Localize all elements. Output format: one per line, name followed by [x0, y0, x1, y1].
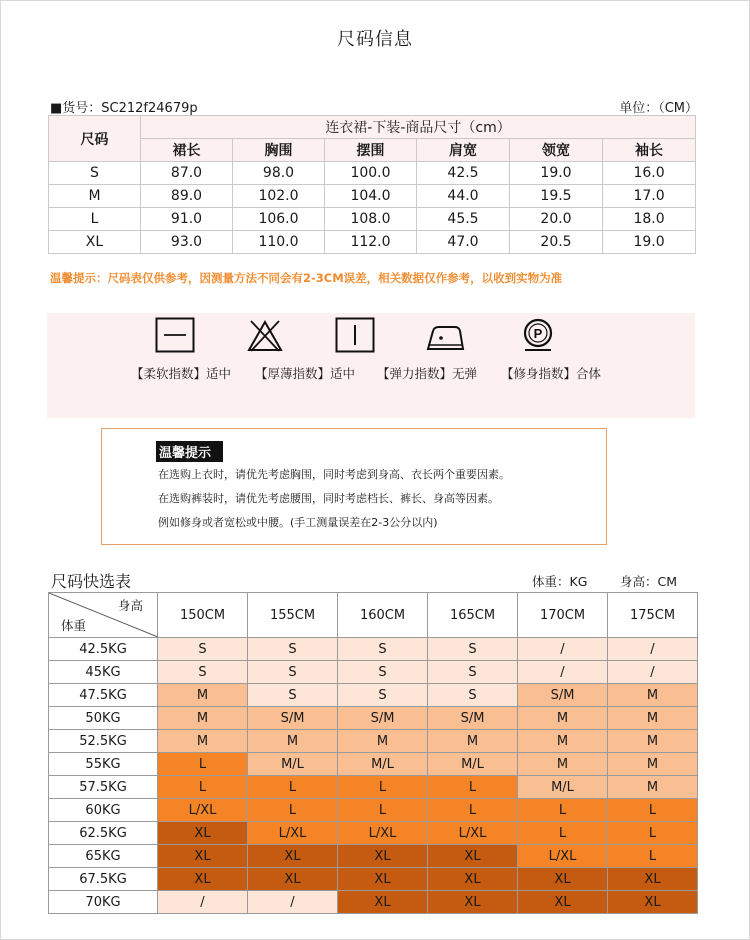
- size-cell: S: [428, 638, 518, 661]
- softness-icon: [155, 317, 195, 353]
- size-value: 20.0: [510, 208, 603, 231]
- table-row: [49, 753, 698, 776]
- size-cell: M: [158, 730, 248, 753]
- size-cell: /: [608, 661, 698, 684]
- table-row: [49, 799, 698, 822]
- size-cell: L: [428, 776, 518, 799]
- weight-label: 62.5KG: [49, 822, 158, 845]
- size-cell: XL: [158, 822, 248, 845]
- size-value: 18.0: [603, 208, 696, 231]
- size-value: 19.0: [510, 162, 603, 185]
- size-cell: L/XL: [338, 822, 428, 845]
- product-number: ■货号：SC212f24679p: [50, 101, 198, 116]
- size-cell: S: [248, 684, 338, 707]
- table-row: [49, 891, 698, 914]
- size-cell: XL: [608, 868, 698, 891]
- size-cell: /: [248, 891, 338, 914]
- size-value: 104.0: [325, 185, 417, 208]
- tip-title: 温馨提示: [156, 441, 223, 462]
- size-cell: XL: [338, 891, 428, 914]
- height-header: 165CM: [428, 593, 518, 638]
- height-header: 160CM: [338, 593, 428, 638]
- weight-label: 70KG: [49, 891, 158, 914]
- size-header: 裙长: [141, 139, 233, 162]
- size-value: 112.0: [325, 231, 417, 254]
- size-value: 108.0: [325, 208, 417, 231]
- size-cell: L/XL: [518, 845, 608, 868]
- size-value: 45.5: [417, 208, 510, 231]
- warm-note: 温馨提示：尺码表仅供参考，因测量方法不同会有2-3CM误差，相关数据仅作参考，以收到实物为准: [50, 271, 563, 285]
- size-category: 连衣裙-下装-商品尺寸（cm）: [141, 116, 696, 139]
- size-header: 胸围: [233, 139, 325, 162]
- unit-label: 单位：（CM）: [619, 101, 698, 116]
- size-cell: XL: [248, 845, 338, 868]
- size-cell: L: [428, 799, 518, 822]
- size-cell: XL: [608, 891, 698, 914]
- height-unit: 身高：CM: [620, 574, 678, 589]
- size-value: 20.5: [510, 231, 603, 254]
- size-cell: S/M: [248, 707, 338, 730]
- size-cell: M: [608, 730, 698, 753]
- size-value: 100.0: [325, 162, 417, 185]
- size-cell: XL: [338, 868, 428, 891]
- corner-height: 身高: [117, 598, 143, 613]
- size-cell: L: [518, 799, 608, 822]
- size-cell: M: [428, 730, 518, 753]
- size-cell: XL: [428, 891, 518, 914]
- size-cell: L/XL: [248, 822, 338, 845]
- table-row: [49, 231, 696, 254]
- size-value: 87.0: [141, 162, 233, 185]
- size-cell: M: [248, 730, 338, 753]
- size-cell: XL: [248, 868, 338, 891]
- table-row: [49, 208, 696, 231]
- size-cell: XL: [518, 891, 608, 914]
- size-cell: M: [158, 707, 248, 730]
- weight-label: 57.5KG: [49, 776, 158, 799]
- size-label: XL: [49, 231, 141, 254]
- size-value: 98.0: [233, 162, 325, 185]
- table-row: [49, 661, 698, 684]
- size-value: 19.0: [603, 231, 696, 254]
- size-cell: L: [518, 822, 608, 845]
- size-cell: S: [428, 684, 518, 707]
- table-row: [49, 707, 698, 730]
- tip-line: 在选购裤装时，请优先考虑腰围，同时考虑档长、裤长、身高等因素。: [158, 492, 499, 505]
- size-cell: XL: [158, 845, 248, 868]
- height-header: 155CM: [248, 593, 338, 638]
- tip-line: 在选购上衣时，请优先考虑胸围，同时考虑到身高、衣长两个重要因素。: [158, 468, 510, 481]
- size-cell: L: [158, 753, 248, 776]
- size-cell: S: [338, 684, 428, 707]
- size-value: 47.0: [417, 231, 510, 254]
- fit-label: 【修身指数】合体: [501, 366, 602, 381]
- weight-unit: 体重：KG: [532, 574, 588, 589]
- size-value: 91.0: [141, 208, 233, 231]
- table-row: [49, 776, 698, 799]
- weight-label: 45KG: [49, 661, 158, 684]
- size-cell: M: [338, 730, 428, 753]
- size-value: 110.0: [233, 231, 325, 254]
- size-cell: L: [248, 776, 338, 799]
- size-cell: XL: [428, 845, 518, 868]
- size-cell: L/XL: [158, 799, 248, 822]
- weight-label: 60KG: [49, 799, 158, 822]
- size-label: S: [49, 162, 141, 185]
- table-row: [49, 162, 696, 185]
- table-row: [49, 638, 698, 661]
- size-cell: M: [608, 753, 698, 776]
- weight-label: 47.5KG: [49, 684, 158, 707]
- size-cell: M: [608, 684, 698, 707]
- size-cell: L: [338, 776, 428, 799]
- weight-label: 67.5KG: [49, 868, 158, 891]
- table-row: [49, 868, 698, 891]
- thickness-label: 【厚薄指数】适中: [255, 366, 356, 381]
- size-label: L: [49, 208, 141, 231]
- size-cell: M: [518, 730, 608, 753]
- size-header: 领宽: [510, 139, 603, 162]
- size-cell: /: [608, 638, 698, 661]
- size-cell: /: [158, 891, 248, 914]
- softness-label: 【柔软指数】适中: [131, 366, 232, 381]
- table-row: [49, 684, 698, 707]
- svg-text:P: P: [533, 326, 543, 341]
- size-cell: /: [518, 661, 608, 684]
- size-cell: XL: [338, 845, 428, 868]
- size-cell: L: [158, 776, 248, 799]
- table-row: [49, 185, 696, 208]
- weight-label: 52.5KG: [49, 730, 158, 753]
- size-header: 袖长: [603, 139, 696, 162]
- quick-title: 尺码快选表: [51, 572, 132, 591]
- size-cell: M: [518, 707, 608, 730]
- size-cell: M: [608, 776, 698, 799]
- fit-icon: [425, 317, 465, 353]
- size-value: 89.0: [141, 185, 233, 208]
- size-cell: M: [518, 753, 608, 776]
- size-header: 肩宽: [417, 139, 510, 162]
- corner-cell: [49, 593, 158, 638]
- height-header: 170CM: [518, 593, 608, 638]
- size-table: [48, 115, 696, 254]
- weight-label: 55KG: [49, 753, 158, 776]
- corner-weight: 体重: [61, 618, 87, 633]
- page-title: 尺码信息: [337, 29, 413, 50]
- size-cell: S: [248, 661, 338, 684]
- size-cell: L: [608, 822, 698, 845]
- size-value: 17.0: [603, 185, 696, 208]
- size-cell: M: [158, 684, 248, 707]
- size-value: 106.0: [233, 208, 325, 231]
- size-cell: M/L: [248, 753, 338, 776]
- size-cell: S: [428, 661, 518, 684]
- table-row: [49, 822, 698, 845]
- size-cell: S: [158, 661, 248, 684]
- size-value: 16.0: [603, 162, 696, 185]
- dry-clean-icon: [518, 317, 558, 353]
- size-cell: S: [158, 638, 248, 661]
- size-value: 102.0: [233, 185, 325, 208]
- size-cell: S/M: [518, 684, 608, 707]
- size-cell: S/M: [338, 707, 428, 730]
- size-cell: M: [608, 707, 698, 730]
- size-value: 44.0: [417, 185, 510, 208]
- size-cell: S/M: [428, 707, 518, 730]
- weight-label: 65KG: [49, 845, 158, 868]
- thickness-icon: [245, 317, 285, 353]
- size-value: 93.0: [141, 231, 233, 254]
- size-cell: M/L: [428, 753, 518, 776]
- size-cell: L: [608, 799, 698, 822]
- size-cell: S: [248, 638, 338, 661]
- size-header: 摆围: [325, 139, 417, 162]
- weight-label: 50KG: [49, 707, 158, 730]
- size-value: 19.5: [510, 185, 603, 208]
- size-cell: XL: [518, 868, 608, 891]
- quick-size-table: [48, 592, 698, 914]
- size-label: M: [49, 185, 141, 208]
- size-value: 42.5: [417, 162, 510, 185]
- tip-line: 例如修身或者宽松或中腰。(手工测量误差在2-3公分以内): [158, 516, 438, 529]
- size-cell: L: [608, 845, 698, 868]
- size-cell: L: [338, 799, 428, 822]
- size-cell: XL: [428, 868, 518, 891]
- elasticity-label: 【弹力指数】无弹: [377, 366, 478, 381]
- table-row: [49, 730, 698, 753]
- height-header: 175CM: [608, 593, 698, 638]
- weight-label: 42.5KG: [49, 638, 158, 661]
- size-cell: S: [338, 661, 428, 684]
- height-header: 150CM: [158, 593, 248, 638]
- size-cell: /: [518, 638, 608, 661]
- size-cell: XL: [158, 868, 248, 891]
- size-cell: S: [338, 638, 428, 661]
- size-corner: 尺码: [49, 116, 141, 162]
- elasticity-icon: [335, 317, 375, 353]
- size-cell: M/L: [518, 776, 608, 799]
- size-cell: L/XL: [428, 822, 518, 845]
- size-cell: M/L: [338, 753, 428, 776]
- size-cell: L: [248, 799, 338, 822]
- table-row: [49, 845, 698, 868]
